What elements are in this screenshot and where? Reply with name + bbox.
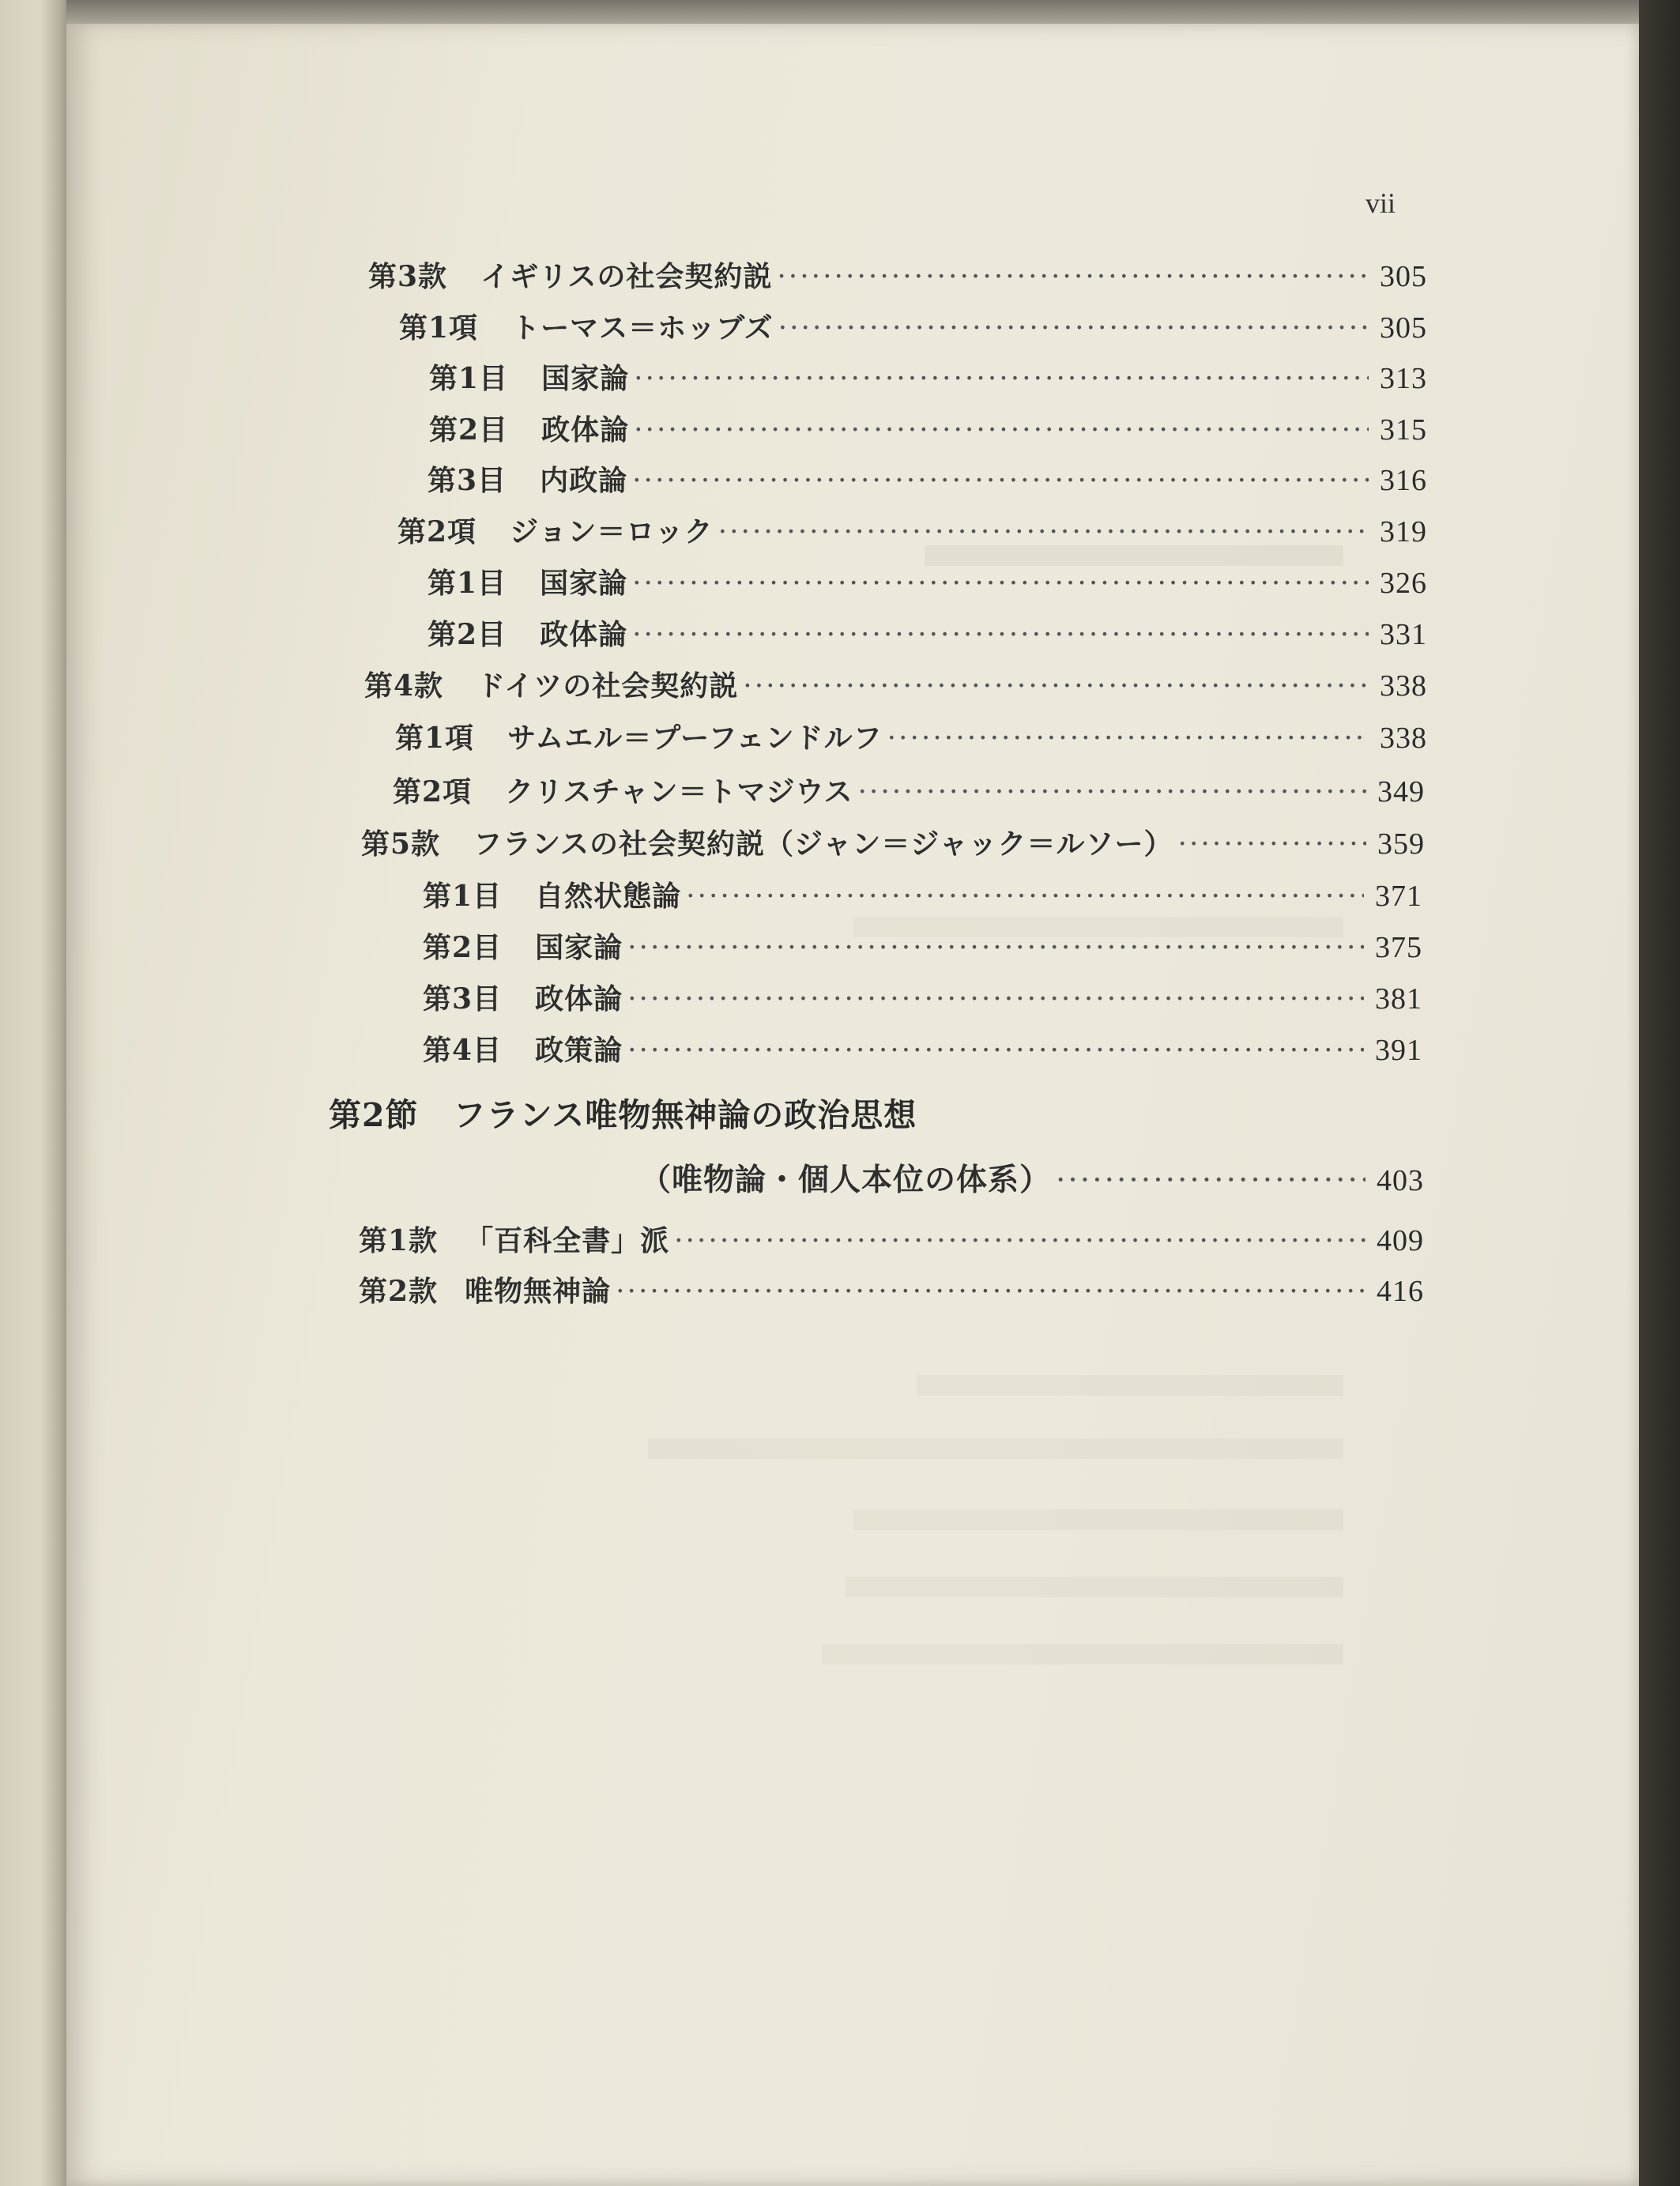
toc-entry bbox=[359, 1269, 1424, 1313]
toc-entry-title: 政体論 bbox=[535, 982, 623, 1016]
toc-entry-page: 331 bbox=[1380, 618, 1427, 651]
page-top-edge bbox=[66, 0, 1639, 24]
toc-entry-label: 第2款 bbox=[359, 1275, 439, 1308]
toc-entry-title: 国家論 bbox=[535, 931, 623, 964]
book-cover-edge bbox=[1639, 0, 1680, 2186]
dot-leader bbox=[777, 261, 1369, 293]
section-page: 403 bbox=[1377, 1164, 1424, 1197]
previous-page-edge bbox=[0, 0, 73, 2186]
page-number: vii bbox=[1365, 187, 1396, 219]
dot-leader bbox=[1178, 828, 1366, 861]
section-subtitle-line bbox=[640, 1155, 1424, 1200]
toc-entry-title: 自然状態論 bbox=[535, 880, 682, 913]
toc-entry-page: 305 bbox=[1380, 311, 1427, 345]
toc-entry-label: 第2目 bbox=[428, 618, 507, 651]
toc-entry-page: 416 bbox=[1377, 1275, 1424, 1308]
toc-entry-title: クリスチャン＝トマジウス bbox=[505, 775, 853, 808]
toc-entry bbox=[393, 770, 1425, 814]
toc-entry-page: 305 bbox=[1380, 260, 1427, 293]
toc-entry-page: 326 bbox=[1380, 567, 1427, 600]
toc-entry-title: 国家論 bbox=[540, 567, 628, 600]
toc-entry bbox=[428, 612, 1427, 657]
toc-entry-label: 第2項 bbox=[393, 775, 473, 808]
toc-entry-label: 第5款 bbox=[361, 827, 441, 861]
toc-entry-page: 375 bbox=[1375, 931, 1422, 964]
toc-entry-label: 第4款 bbox=[364, 669, 444, 703]
toc-entry-title: 政体論 bbox=[541, 413, 630, 447]
toc-entry-page: 316 bbox=[1380, 464, 1427, 497]
toc-entry-page: 371 bbox=[1375, 880, 1422, 913]
toc-entry-title: 国家論 bbox=[541, 362, 630, 395]
dot-leader bbox=[632, 465, 1369, 497]
dot-leader bbox=[634, 414, 1369, 447]
toc-entry-title: トーマス＝ホッブズ bbox=[511, 311, 774, 345]
dot-leader bbox=[743, 670, 1369, 703]
toc-entry-page: 391 bbox=[1375, 1034, 1422, 1067]
toc-entry-label: 第1項 bbox=[395, 722, 475, 755]
toc-entry bbox=[364, 664, 1427, 708]
toc-entry bbox=[359, 1219, 1424, 1263]
toc-entry-title: ジョン＝ロック bbox=[510, 515, 714, 548]
toc-entry bbox=[428, 561, 1427, 605]
toc-entry-label: 第3款 bbox=[368, 260, 448, 293]
bleed-through-mark bbox=[853, 1509, 1343, 1530]
toc-entry-page: 338 bbox=[1380, 669, 1427, 703]
bleed-through-mark bbox=[822, 1644, 1343, 1664]
toc-entry-title: イギリスの社会契約説 bbox=[480, 260, 773, 293]
toc-entry-title: 政体論 bbox=[540, 618, 628, 651]
dot-leader bbox=[887, 722, 1369, 755]
toc-entry bbox=[368, 254, 1427, 299]
dot-leader bbox=[857, 776, 1366, 808]
dot-leader bbox=[627, 1035, 1364, 1067]
section-heading bbox=[329, 1089, 917, 1136]
dot-leader bbox=[616, 1276, 1365, 1308]
dot-leader bbox=[674, 1225, 1365, 1257]
dot-leader bbox=[632, 567, 1369, 600]
toc-entry-label: 第2項 bbox=[397, 515, 477, 548]
toc-entry-page: 381 bbox=[1375, 982, 1422, 1016]
toc-entry bbox=[395, 716, 1427, 760]
toc-entry-title: 唯物無神論 bbox=[465, 1275, 612, 1308]
toc-entry-title: フランスの社会契約説（ジャン＝ジャック＝ルソー） bbox=[473, 827, 1173, 861]
toc-entry-label: 第2目 bbox=[423, 931, 503, 964]
dot-leader bbox=[1056, 1163, 1365, 1198]
bleed-through-mark bbox=[853, 917, 1343, 937]
bleed-through-mark bbox=[925, 545, 1343, 566]
toc-entry bbox=[423, 977, 1422, 1021]
dot-leader bbox=[718, 516, 1369, 548]
toc-entry-label: 第1項 bbox=[399, 311, 479, 345]
toc-entry-page: 349 bbox=[1377, 775, 1425, 808]
bleed-through-mark bbox=[917, 1375, 1343, 1396]
toc-entry-title: ドイツの社会契約説 bbox=[477, 669, 739, 703]
dot-leader bbox=[627, 983, 1364, 1016]
toc-entry bbox=[361, 822, 1425, 866]
toc-entry bbox=[399, 306, 1427, 350]
toc-entry bbox=[429, 408, 1427, 452]
dot-leader bbox=[634, 363, 1369, 395]
bleed-through-mark bbox=[846, 1577, 1343, 1597]
toc-entry-page: 319 bbox=[1380, 515, 1427, 548]
toc-entry-title: 内政論 bbox=[540, 464, 628, 497]
toc-entry bbox=[423, 874, 1422, 918]
toc-entry-page: 409 bbox=[1377, 1224, 1424, 1257]
toc-entry-label: 第1款 bbox=[359, 1224, 439, 1257]
toc-entry bbox=[423, 1028, 1422, 1072]
toc-entry-title: 政策論 bbox=[535, 1034, 623, 1067]
toc-entry bbox=[428, 458, 1427, 503]
toc-entry-page: 338 bbox=[1380, 722, 1427, 755]
dot-leader bbox=[632, 619, 1369, 651]
toc-entry-label: 第1目 bbox=[428, 567, 507, 600]
section-label: 第2節 bbox=[329, 1096, 419, 1134]
toc-entry-label: 第3目 bbox=[428, 464, 507, 497]
toc-entry-page: 313 bbox=[1380, 362, 1427, 395]
toc-entry-label: 第1目 bbox=[423, 880, 503, 913]
dot-leader bbox=[686, 880, 1364, 913]
toc-entry-page: 315 bbox=[1380, 413, 1427, 447]
toc-entry-label: 第2目 bbox=[429, 413, 509, 447]
toc-entry bbox=[429, 356, 1427, 401]
section-title: フランス唯物無神論の政治思想 bbox=[453, 1096, 917, 1134]
section-subtitle: （唯物論・個人本位の体系） bbox=[640, 1162, 1052, 1198]
toc-entry-title: サムエル＝プーフェンドルフ bbox=[507, 722, 883, 755]
toc-entry-label: 第4目 bbox=[423, 1034, 503, 1067]
toc-entry-label: 第1目 bbox=[429, 362, 509, 395]
bleed-through-mark bbox=[648, 1438, 1343, 1459]
dot-leader bbox=[778, 312, 1369, 345]
toc-entry-page: 359 bbox=[1377, 827, 1425, 861]
toc-entry-title: 「百科全書」派 bbox=[465, 1224, 670, 1257]
toc-entry-label: 第3目 bbox=[423, 982, 503, 1016]
